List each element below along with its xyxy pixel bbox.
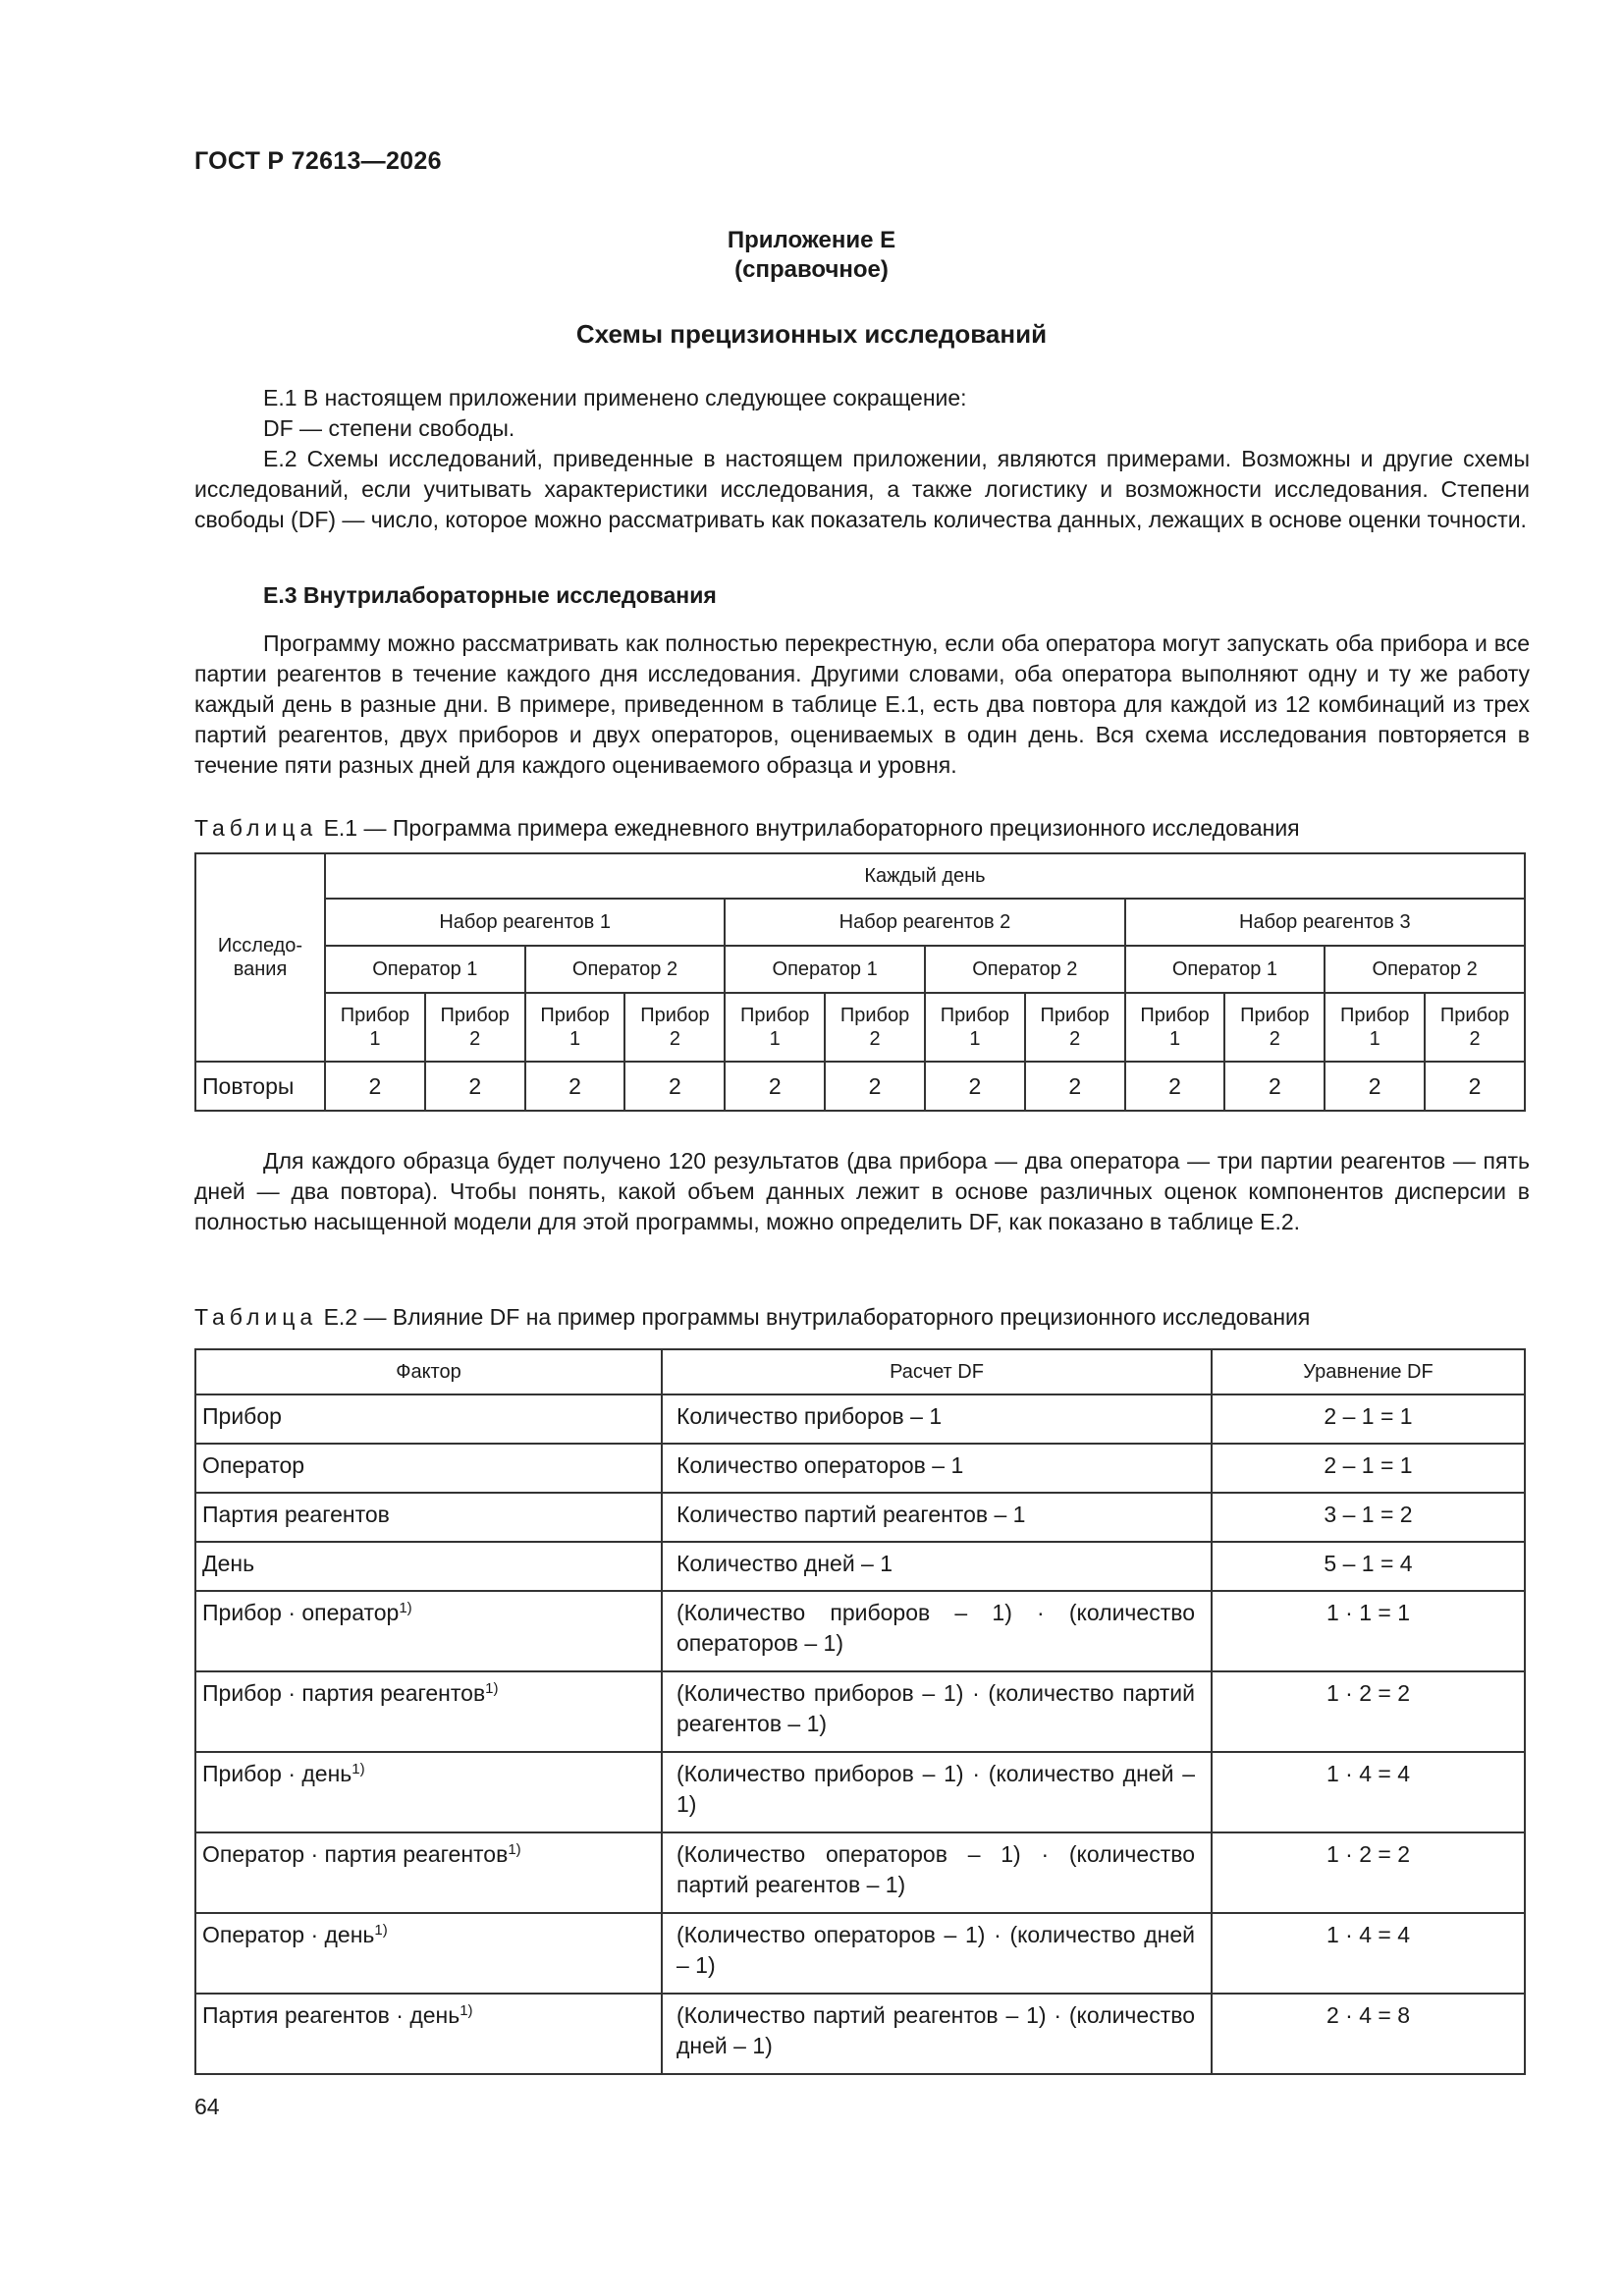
table1-device-cell	[525, 993, 625, 1062]
table1-repeat-value: 2	[624, 1062, 725, 1111]
table1-caption	[194, 815, 1300, 842]
table2-factor: Прибор · оператор	[202, 1600, 400, 1625]
table2-factor: День	[202, 1551, 255, 1576]
page-number: 64	[194, 2094, 220, 2119]
table1-repeat-value: 2	[1025, 1062, 1125, 1111]
table2-row	[195, 1542, 1525, 1591]
table2-factor: Прибор · день	[202, 1761, 352, 1786]
table2-header-factor: Фактор	[195, 1349, 662, 1394]
table2-caption-text: Е.2 — Влияние DF на пример программы внутрилабораторного прецизионного исследования	[317, 1304, 1311, 1330]
table1-device-name: Прибор	[1240, 1005, 1310, 1026]
table2-header-eq: Уравнение DF	[1212, 1349, 1525, 1394]
table1-repeat-value: 2	[825, 1062, 925, 1111]
table1-kit: Набор реагентов 1	[325, 899, 725, 946]
table2-calc: (Количество приборов – 1) · (количество партий реагентов – 1)	[662, 1671, 1212, 1752]
table1-col-head: Исследо-вания	[195, 853, 325, 1062]
table1-device-name: Прибор	[940, 1005, 1010, 1026]
table1-device-number: 2	[869, 1028, 881, 1050]
table2-equation: 1 · 2 = 2	[1212, 1671, 1525, 1752]
table2-equation: 3 – 1 = 2	[1212, 1493, 1525, 1542]
table1-device-name: Прибор	[1439, 1005, 1510, 1026]
table1-device-number: 1	[369, 1028, 381, 1050]
table1-repeat-value: 2	[1425, 1062, 1525, 1111]
table1-device-number: 1	[769, 1028, 781, 1050]
table1-device-number: 1	[1369, 1028, 1380, 1050]
table1-repeat-value: 2	[325, 1062, 425, 1111]
table2-factor: Прибор	[202, 1403, 282, 1429]
table2-caption-prefix: Таблица	[194, 1304, 318, 1330]
table1-device-name: Прибор	[740, 1005, 810, 1026]
table2-factor-cell	[195, 1493, 662, 1542]
table2-factor-cell	[195, 1394, 662, 1444]
after-table1-block	[194, 1146, 1530, 1237]
after-table1-paragraph: Для каждого образца будет получено 120 результатов (два прибора — два оператора — три партии реагентов — пять дней — два повтора). Чтобы понять, какой объем данных лежит в основе различных оценок компонентов дисперсии в полностью насыщенной модели для этой программы, можно определить DF, как показано в таблице Е.2.	[194, 1148, 1530, 1234]
table2-factor-cell	[195, 1913, 662, 1994]
table1-device-name: Прибор	[1340, 1005, 1410, 1026]
table2-row	[195, 1994, 1525, 2074]
subsection-heading: Е.3 Внутрилабораторные исследования	[263, 582, 717, 608]
table2-header-calc: Расчет DF	[662, 1349, 1212, 1394]
table1-device-cell	[825, 993, 925, 1062]
table2-equation: 1 · 4 = 4	[1212, 1752, 1525, 1832]
table2-factor: Прибор · партия реагентов	[202, 1680, 486, 1706]
table2-row	[195, 1832, 1525, 1913]
table1-device-name: Прибор	[1140, 1005, 1210, 1026]
table1-device-number: 2	[1269, 1028, 1280, 1050]
table1-device-number: 1	[569, 1028, 581, 1050]
table1-device-name: Прибор	[340, 1005, 410, 1026]
table1-operator: Оператор 2	[1325, 946, 1525, 993]
table1-device-cell	[1224, 993, 1325, 1062]
table1-row-everyday	[195, 853, 1525, 899]
table2-equation: 1 · 4 = 4	[1212, 1913, 1525, 1994]
table2-factor-cell	[195, 1752, 662, 1832]
table2-footnote-ref: 1)	[485, 1680, 499, 1697]
table1-device-name: Прибор	[1040, 1005, 1109, 1026]
table1-caption-text: Е.1 — Программа примера ежедневного внутрилабораторного прецизионного исследования	[317, 815, 1300, 841]
table1-device-cell	[1425, 993, 1525, 1062]
table2-factor-cell	[195, 1671, 662, 1752]
table1-device-number: 2	[1469, 1028, 1481, 1050]
table2-equation: 2 – 1 = 1	[1212, 1394, 1525, 1444]
table1-device-cell	[325, 993, 425, 1062]
table2-row	[195, 1913, 1525, 1994]
table2-factor: Оператор · день	[202, 1922, 375, 1947]
table1-device-cell	[1325, 993, 1425, 1062]
table2-footnote-ref: 1)	[352, 1761, 365, 1777]
table2-factor-cell	[195, 1542, 662, 1591]
table1-everyday: Каждый день	[325, 853, 1525, 899]
section-title: Схемы прецизионных исследований	[575, 319, 1048, 349]
table1-repeat-value: 2	[425, 1062, 525, 1111]
subsection-paragraph: Программу можно рассматривать как полностью перекрестную, если оба оператора могут запускать оба прибора и все партии реагентов в течение каждого дня исследования. Другими словами, оба оператора выполняют одну и ту же работу каждый день в разные дни. В примере, приведенном в таблице Е.1, есть два повтора для каждой из 12 комбинаций из трех партий реагентов, двух приборов и двух операторов, оцениваемых в один день. Вся схема исследования повторяется в течение пяти разных дней для каждого оцениваемого образца и уровня.	[194, 630, 1530, 778]
table1-kit: Набор реагентов 2	[725, 899, 1124, 946]
annex-title	[0, 226, 1623, 285]
table1-repeat-value: 2	[1125, 1062, 1225, 1111]
table1-device-cell	[925, 993, 1025, 1062]
table2-factor: Оператор	[202, 1452, 305, 1478]
table1-operator: Оператор 1	[325, 946, 525, 993]
table2-factor: Партия реагентов	[202, 1502, 390, 1527]
table2-footnote-ref: 1)	[460, 2002, 473, 2019]
annex-label: Приложение Е	[727, 227, 896, 253]
table1-kit: Набор реагентов 3	[1125, 899, 1525, 946]
intro-paragraph-1: Е.1 В настоящем приложении применено следующее сокращение:	[263, 385, 967, 410]
table2-calc: (Количество приборов – 1) · (количество операторов – 1)	[662, 1591, 1212, 1671]
table2-calc: (Количество операторов – 1) · (количество дней – 1)	[662, 1913, 1212, 1994]
table2-calc: (Количество операторов – 1) · (количество партий реагентов – 1)	[662, 1832, 1212, 1913]
subsection-block	[194, 629, 1530, 781]
table2-factor-cell	[195, 1994, 662, 2074]
table2-factor: Оператор · партия реагентов	[202, 1841, 509, 1867]
table2-equation: 1 · 2 = 2	[1212, 1832, 1525, 1913]
table1-repeat-value: 2	[525, 1062, 625, 1111]
table1-repeat-value: 2	[725, 1062, 825, 1111]
table2-calc: (Количество приборов – 1) · (количество дней – 1)	[662, 1752, 1212, 1832]
table1-device-cell	[624, 993, 725, 1062]
table2-caption	[194, 1304, 1310, 1331]
table1-operator: Оператор 2	[925, 946, 1125, 993]
table1-repeat-value: 2	[925, 1062, 1025, 1111]
table2-calc: Количество партий реагентов – 1	[662, 1493, 1212, 1542]
table1-row-repeats	[195, 1062, 1525, 1111]
table1-device-name: Прибор	[440, 1005, 510, 1026]
table1-device-cell	[1025, 993, 1125, 1062]
table1-device-number: 2	[669, 1028, 680, 1050]
table2-factor-cell	[195, 1444, 662, 1493]
table2-factor-cell	[195, 1832, 662, 1913]
table2-equation: 2 · 4 = 8	[1212, 1994, 1525, 2074]
table2-equation: 2 – 1 = 1	[1212, 1444, 1525, 1493]
table2-equation: 5 – 1 = 4	[1212, 1542, 1525, 1591]
table2-footnote-ref: 1)	[508, 1841, 521, 1858]
table2-row	[195, 1444, 1525, 1493]
table2-footnote-ref: 1)	[399, 1600, 412, 1616]
table2-footnote-ref: 1)	[374, 1922, 388, 1939]
table1-device-number: 2	[469, 1028, 481, 1050]
table2	[194, 1348, 1526, 2075]
table2-calc: Количество операторов – 1	[662, 1444, 1212, 1493]
table1-device-number: 2	[1069, 1028, 1081, 1050]
intro-paragraph-3: Е.2 Схемы исследований, приведенные в настоящем приложении, являются примерами. Возможны и другие схемы исследований, если учитывать характеристики исследования, а также логистику и возможности исследования. Степени свободы (DF) — число, которое можно рассматривать как показатель количества данных, лежащих в основе оценки точности.	[194, 446, 1530, 532]
intro-block	[194, 383, 1530, 535]
annex-status: (справочное)	[734, 256, 889, 283]
table1-row-operators	[195, 946, 1525, 993]
table1-row-kits	[195, 899, 1525, 946]
table1-operator: Оператор 1	[725, 946, 925, 993]
document-header: ГОСТ Р 72613—2026	[194, 147, 442, 175]
table2-row	[195, 1394, 1525, 1444]
table1	[194, 852, 1526, 1112]
table2-calc: Количество дней – 1	[662, 1542, 1212, 1591]
table2-row	[195, 1752, 1525, 1832]
table2-row	[195, 1671, 1525, 1752]
table1-repeats-label: Повторы	[195, 1062, 325, 1111]
table2-calc: (Количество партий реагентов – 1) · (количество дней – 1)	[662, 1994, 1212, 2074]
table1-caption-prefix: Таблица	[194, 815, 318, 841]
table1-device-number: 1	[1168, 1028, 1181, 1050]
table1-device-cell	[725, 993, 825, 1062]
table1-device-name: Прибор	[540, 1005, 610, 1026]
table2-header-row	[195, 1349, 1525, 1394]
table1-device-cell	[1125, 993, 1225, 1062]
table2-row	[195, 1493, 1525, 1542]
intro-paragraph-2: DF — степени свободы.	[263, 415, 515, 441]
table1-device-cell	[425, 993, 525, 1062]
table1-operator: Оператор 1	[1125, 946, 1325, 993]
table2-calc: Количество приборов – 1	[662, 1394, 1212, 1444]
table1-device-name: Прибор	[839, 1005, 910, 1026]
table2-factor: Партия реагентов · день	[202, 2002, 460, 2028]
table1-repeat-value: 2	[1224, 1062, 1325, 1111]
table2-equation: 1 · 1 = 1	[1212, 1591, 1525, 1671]
table1-repeat-value: 2	[1325, 1062, 1425, 1111]
table1-operator: Оператор 2	[525, 946, 726, 993]
table2-factor-cell	[195, 1591, 662, 1671]
table2-row	[195, 1591, 1525, 1671]
table1-row-devices	[195, 993, 1525, 1062]
table1-device-number: 1	[969, 1028, 981, 1050]
table1-device-name: Прибор	[640, 1005, 710, 1026]
